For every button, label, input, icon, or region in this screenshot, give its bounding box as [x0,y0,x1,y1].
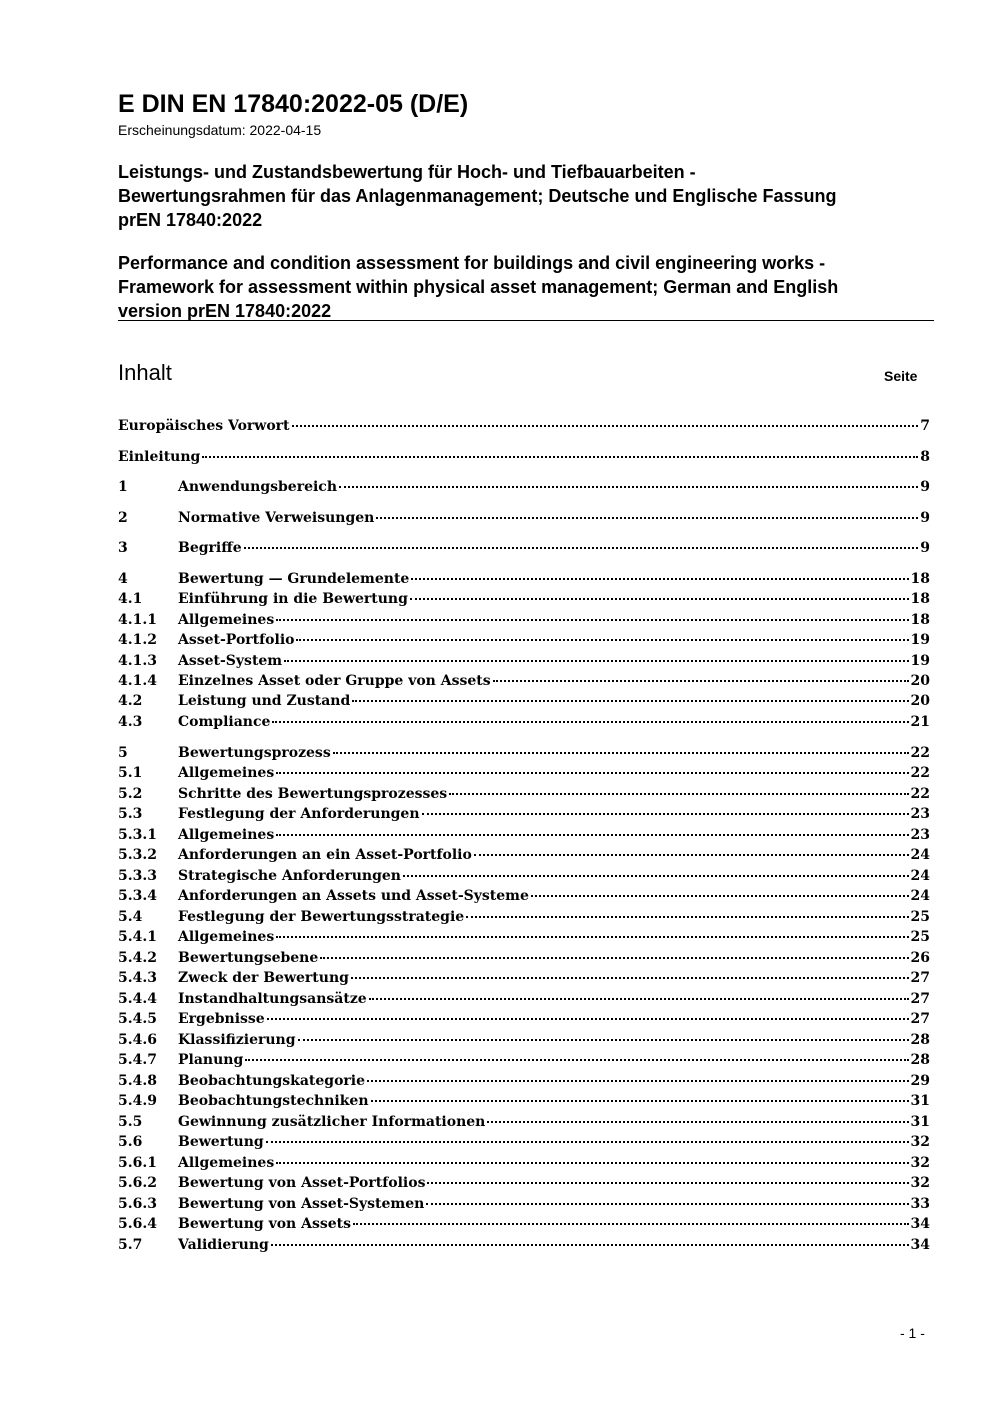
toc-entry-number: 5.3.4 [118,888,157,904]
toc-entry-number: 5.4.3 [118,970,157,986]
toc-entry-page: 24 [910,868,930,884]
toc-dot-leader [276,1161,908,1164]
toc-dot-leader [284,659,908,662]
english-title-line: Performance and condition assessment for buildings and civil engineering works - [118,253,826,273]
toc-dot-leader [474,853,909,856]
toc-entry-page: 18 [910,591,930,607]
toc-entry[interactable] [118,1032,930,1052]
toc-page-column-label: Seite [884,368,918,384]
toc-entry[interactable] [118,1114,930,1134]
toc-dot-leader [493,679,909,682]
toc-entry-number: 5.4.5 [118,1011,157,1027]
toc-entry-number: 4.1.1 [118,612,157,628]
toc-entry-number: 2 [118,510,128,526]
toc-entry-number: 5.7 [118,1237,143,1253]
toc-entry-title: Anforderungen an Assets und Asset-Systeme [178,888,529,904]
toc-entry-title: Allgemeines [178,765,275,781]
toc-entry[interactable] [118,909,930,929]
toc-entry[interactable] [118,868,930,888]
publication-date: Erscheinungsdatum: 2022-04-15 [118,122,322,138]
toc-dot-leader [292,424,919,427]
table-of-contents [118,0,930,1403]
toc-entry-title: Anwendungsbereich [178,479,337,495]
toc-entry[interactable] [118,1155,930,1175]
toc-entry[interactable] [118,653,930,673]
toc-dot-leader [266,1140,909,1143]
toc-dot-leader [531,894,909,897]
toc-entry-number: 4.1.3 [118,653,157,669]
toc-entry-title: Strategische Anforderungen [178,868,401,884]
toc-dot-leader [352,699,908,702]
toc-dot-leader [422,812,909,815]
toc-entry-title: Zweck der Bewertung [178,970,349,986]
toc-dot-leader [351,976,909,979]
toc-dot-leader [244,546,919,549]
toc-heading: Inhalt [118,360,172,385]
toc-entry[interactable] [118,612,930,632]
toc-dot-leader [272,720,908,723]
toc-dot-leader [411,577,908,580]
toc-dot-leader [298,1038,909,1041]
toc-entry[interactable] [118,632,930,652]
toc-entry-number: 5.3.3 [118,868,157,884]
toc-dot-leader [403,874,909,877]
toc-entry-page: 28 [910,1032,930,1048]
toc-entry-page: 28 [910,1052,930,1068]
toc-dot-leader [426,1202,908,1205]
english-title-line: version prEN 17840:2022 [118,301,332,321]
toc-entry-title: Einführung in die Bewertung [178,591,408,607]
toc-entry-page: 20 [910,693,930,709]
toc-entry-page: 29 [910,1073,930,1089]
toc-entry-title: Bewertung von Asset-Portfolios [178,1175,426,1191]
toc-entry[interactable] [118,847,930,867]
toc-dot-leader [320,956,908,959]
toc-entry-number: 5.3 [118,806,143,822]
toc-entry[interactable] [118,540,930,560]
toc-entry[interactable] [118,888,930,908]
toc-entry-page: 8 [920,449,930,465]
toc-dot-leader [339,485,918,488]
toc-entry-title: Bewertungsprozess [178,745,331,761]
toc-dot-leader [449,792,908,795]
toc-entry-page: 9 [920,540,930,556]
toc-entry-page: 25 [910,929,930,945]
toc-entry[interactable] [118,1175,930,1195]
toc-entry-page: 34 [910,1237,930,1253]
toc-dot-leader [410,597,909,600]
toc-entry-number: 3 [118,540,128,556]
toc-entry[interactable] [118,449,930,469]
toc-dot-leader [367,1079,909,1082]
toc-entry-page: 27 [910,991,930,1007]
toc-dot-leader [376,516,918,519]
toc-entry-title: Allgemeines [178,612,275,628]
toc-entry-page: 22 [910,745,930,761]
toc-dot-leader [371,1099,909,1102]
toc-entry-page: 26 [910,950,930,966]
toc-dot-leader [353,1222,909,1225]
toc-entry-page: 21 [910,714,930,730]
toc-entry-title: Einzelnes Asset oder Gruppe von Assets [178,673,491,689]
document-id: E DIN EN 17840:2022-05 (D/E) [118,90,469,118]
toc-entry[interactable] [118,1073,930,1093]
toc-entry-page: 25 [910,909,930,925]
toc-entry-page: 20 [910,673,930,689]
toc-entry-title: Allgemeines [178,929,275,945]
toc-entry[interactable] [118,510,930,530]
toc-entry[interactable] [118,929,930,949]
toc-entry-page: 27 [910,970,930,986]
toc-entry-title: Validierung [178,1237,269,1253]
toc-entry-number: 4.1 [118,591,143,607]
toc-dot-leader [202,455,918,458]
toc-entry[interactable] [118,591,930,611]
toc-entry[interactable] [118,970,930,990]
toc-entry-page: 31 [910,1093,930,1109]
toc-dot-leader [276,935,908,938]
toc-entry-page: 24 [910,847,930,863]
toc-entry[interactable] [118,991,930,1011]
page-number: - 1 - [900,1325,925,1341]
toc-entry[interactable] [118,1052,930,1072]
toc-entry-page: 32 [910,1155,930,1171]
toc-entry[interactable] [118,479,930,499]
toc-entry-title: Instandhaltungsansätze [178,991,367,1007]
toc-entry-title: Bewertung von Assets [178,1216,351,1232]
toc-entry-number: 5 [118,745,128,761]
toc-entry-page: 33 [910,1196,930,1212]
toc-dot-leader [276,618,908,621]
toc-entry-title: Festlegung der Anforderungen [178,806,420,822]
toc-entry[interactable] [118,1011,930,1031]
toc-entry-number: 5.4.7 [118,1052,157,1068]
toc-entry-page: 22 [910,765,930,781]
toc-entry[interactable] [118,693,930,713]
toc-entry[interactable] [118,418,930,438]
toc-entry-number: 5.6.1 [118,1155,157,1171]
toc-entry-number: 5.4.8 [118,1073,157,1089]
toc-entry-number: 5.4.9 [118,1093,157,1109]
toc-entry-number: 5.4.6 [118,1032,157,1048]
toc-dot-leader [245,1058,908,1061]
toc-entry-title: Festlegung der Bewertungsstrategie [178,909,465,925]
toc-entry-title: Asset-Portfolio [178,632,295,648]
toc-entry[interactable] [118,1196,930,1216]
toc-entry[interactable] [118,673,930,693]
german-title-line: Leistungs- und Zustandsbewertung für Hoch- und Tiefbauarbeiten - [118,162,696,182]
toc-entry-page: 18 [910,612,930,628]
toc-dot-leader [369,997,909,1000]
toc-dot-leader [466,915,908,918]
toc-entry-page: 32 [910,1134,930,1150]
toc-entry-title: Schritte des Bewertungsprozesses [178,786,448,802]
toc-entry[interactable] [118,745,930,765]
toc-entry-number: 4.1.2 [118,632,157,648]
toc-entry-number: 5.6 [118,1134,143,1150]
toc-entry[interactable] [118,1093,930,1113]
toc-entry-number: 4.1.4 [118,673,157,689]
toc-entry-page: 19 [910,653,930,669]
toc-entry-title: Klassifizierung [178,1032,296,1048]
toc-entry-number: 5.6.3 [118,1196,157,1212]
toc-entry-page: 23 [910,827,930,843]
toc-entry[interactable] [118,1237,930,1257]
toc-entry-title: Ergebnisse [178,1011,265,1027]
toc-dot-leader [267,1017,909,1020]
toc-dot-leader [333,751,909,754]
toc-entry-title: Leistung und Zustand [178,693,351,709]
toc-entry-title: Bewertung [178,1134,264,1150]
german-title-line: prEN 17840:2022 [118,210,263,230]
toc-entry[interactable] [118,806,930,826]
toc-entry-page: 31 [910,1114,930,1130]
toc-entry-page: 19 [910,632,930,648]
toc-dot-leader [487,1120,908,1123]
toc-entry-title: Gewinnung zusätzlicher Informationen [178,1114,486,1130]
toc-entry-title: Europäisches Vorwort [118,418,290,434]
toc-entry-page: 23 [910,806,930,822]
toc-entry[interactable] [118,714,930,734]
toc-entry-page: 22 [910,786,930,802]
toc-entry-number: 5.4.1 [118,929,157,945]
toc-entry-number: 5.1 [118,765,143,781]
toc-entry-number: 5.4.2 [118,950,157,966]
toc-entry-title: Allgemeines [178,827,275,843]
toc-entry-title: Allgemeines [178,1155,275,1171]
toc-dot-leader [427,1181,908,1184]
toc-entry-number: 1 [118,479,128,495]
toc-entry-page: 18 [910,571,930,587]
toc-dot-leader [271,1243,909,1246]
toc-entry-number: 5.3.2 [118,847,157,863]
toc-entry-title: Bewertung von Asset-Systemen [178,1196,425,1212]
toc-entry[interactable] [118,950,930,970]
toc-entry[interactable] [118,765,930,785]
toc-entry-number: 5.6.4 [118,1216,157,1232]
toc-entry-title: Anforderungen an ein Asset-Portfolio [178,847,472,863]
toc-entry-title: Planung [178,1052,244,1068]
toc-entry-title: Bewertungsebene [178,950,319,966]
toc-entry-title: Beobachtungskategorie [178,1073,366,1089]
toc-entry-page: 27 [910,1011,930,1027]
german-title-line: Bewertungsrahmen für das Anlagenmanagement; Deutsche und Englische Fassung [118,186,837,206]
toc-entry-page: 9 [920,510,930,526]
toc-entry-number: 5.5 [118,1114,143,1130]
toc-entry-number: 5.3.1 [118,827,157,843]
toc-entry[interactable] [118,571,930,591]
toc-entry[interactable] [118,1216,930,1236]
toc-entry-title: Compliance [178,714,271,730]
toc-entry-title: Begriffe [178,540,242,556]
toc-entry-number: 4.3 [118,714,143,730]
toc-entry-number: 4 [118,571,128,587]
toc-entry-number: 5.4.4 [118,991,157,1007]
toc-entry-title: Asset-System [178,653,283,669]
toc-entry-number: 5.4 [118,909,143,925]
toc-dot-leader [276,771,908,774]
toc-entry-title: Einleitung [118,449,201,465]
toc-dot-leader [276,833,908,836]
toc-entry-page: 7 [920,418,930,434]
toc-entry-page: 24 [910,888,930,904]
english-title-line: Framework for assessment within physical asset management; German and English [118,277,839,297]
toc-entry-title: Bewertung — Grundelemente [178,571,410,587]
toc-entry-title: Beobachtungstechniken [178,1093,369,1109]
toc-entry-number: 5.2 [118,786,143,802]
toc-dot-leader [296,638,908,641]
toc-entry[interactable] [118,786,930,806]
toc-entry-title: Normative Verweisungen [178,510,375,526]
toc-entry-page: 9 [920,479,930,495]
toc-entry-number: 4.2 [118,693,143,709]
toc-entry-number: 5.6.2 [118,1175,157,1191]
toc-entry[interactable] [118,827,930,847]
toc-entry-page: 34 [910,1216,930,1232]
toc-entry-page: 32 [910,1175,930,1191]
toc-entry[interactable] [118,1134,930,1154]
